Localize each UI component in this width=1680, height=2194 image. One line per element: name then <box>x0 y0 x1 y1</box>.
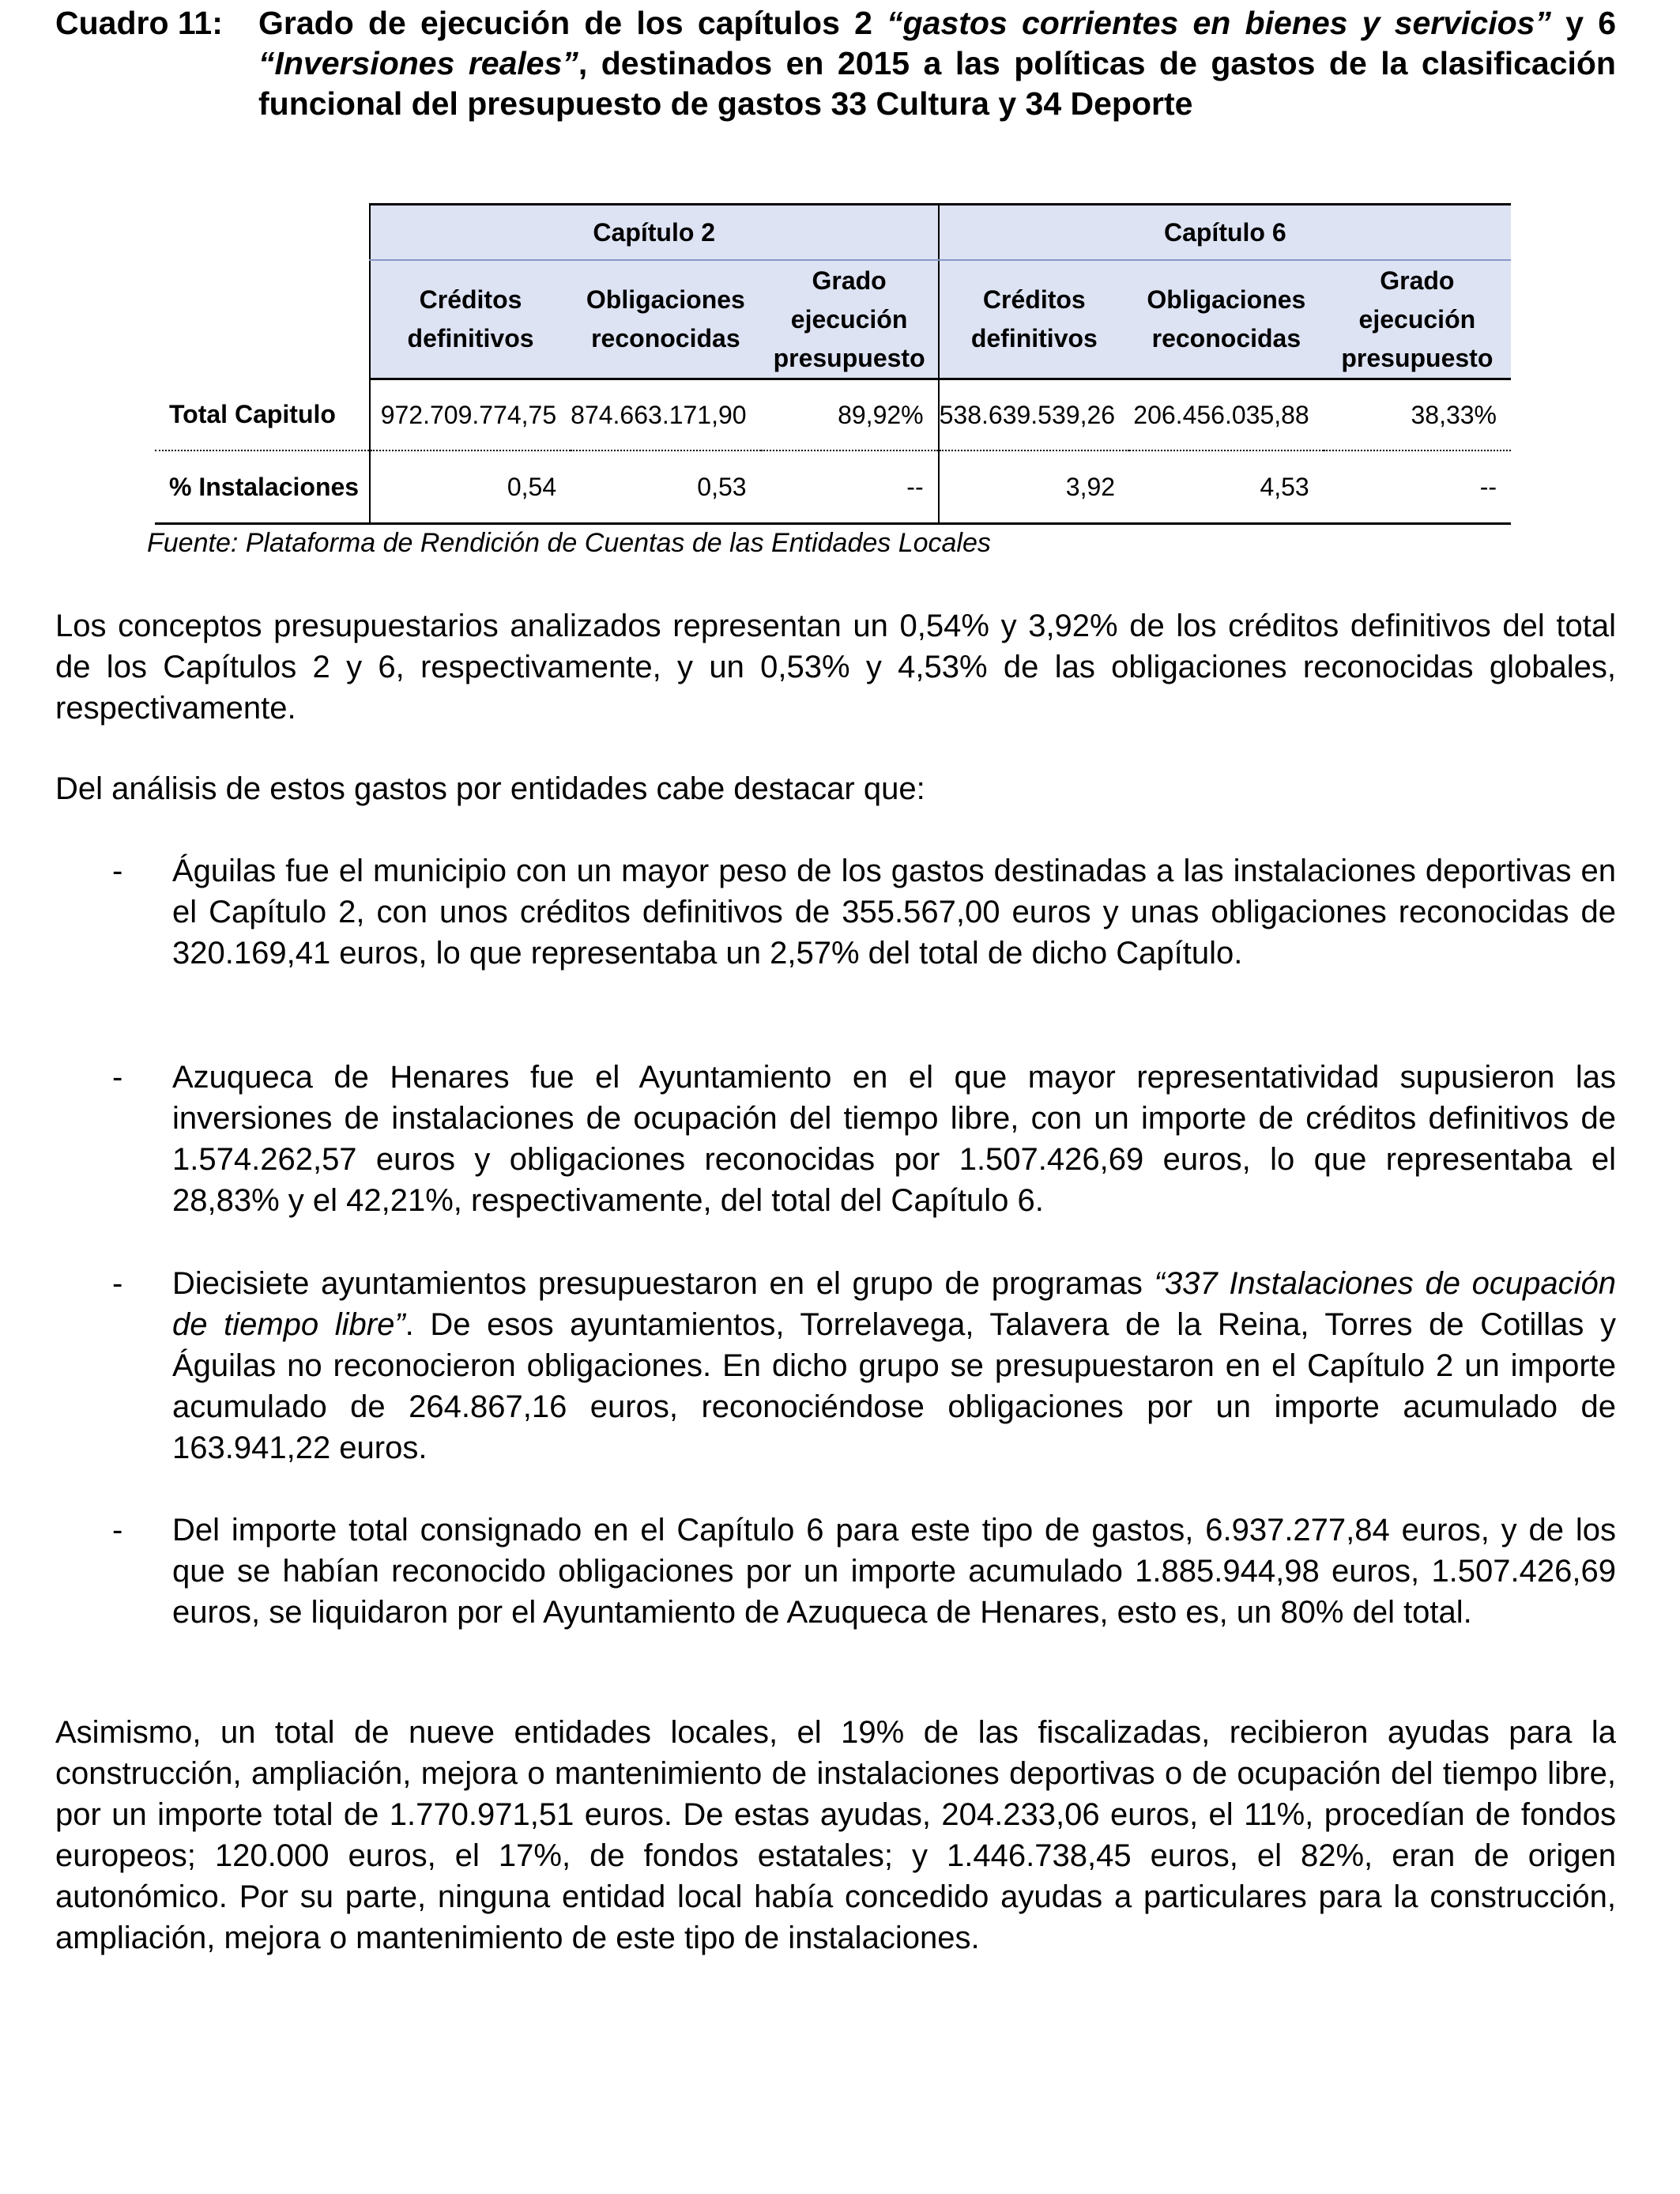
header-line: Créditos <box>419 285 522 314</box>
row-label: Total Capitulo <box>155 379 370 451</box>
caption-label: Cuadro 11: <box>55 5 223 41</box>
header-line: presupuesto <box>1341 343 1494 372</box>
header-line: definitivos <box>407 324 534 352</box>
header-line: Grado <box>1380 266 1455 295</box>
header-line: Grado <box>812 266 887 295</box>
list-item <box>55 1057 1616 1221</box>
caption-italic-part: “gastos corrientes en bienes y servicios” <box>887 5 1551 41</box>
bullet-dash: - <box>112 1513 123 1547</box>
header-line: ejecución <box>790 304 908 334</box>
header-line: presupuesto <box>773 343 925 372</box>
table-cell: 538.639.539,26 <box>939 379 1129 451</box>
group-header-capitulo-6: Capítulo 6 <box>939 205 1511 261</box>
table-row <box>155 450 1511 524</box>
list-item-text: Águilas fue el municipio con un mayor peso de los gastos destinadas a las instalaciones deportivas en el Capítulo 2, con unos créditos definitivos de 355.567,00 euros y unas obligaciones reconocidas de 320.169,41 euros, lo que representaba un 2,57% del total de dicho Capítulo. <box>172 854 1616 971</box>
header-line: Obligaciones <box>586 285 745 314</box>
header-line: definitivos <box>970 324 1098 352</box>
list-item-text <box>172 1263 1616 1468</box>
table-cell: 4,53 <box>1129 450 1324 524</box>
bullet-dash: - <box>112 1060 123 1095</box>
table-source-note: Fuente: Plataforma de Rendición de Cuentas de las Entidades Locales <box>147 528 991 558</box>
sub-header-grado-cap6 <box>1324 260 1511 379</box>
sub-header-creditos-cap6 <box>939 260 1129 379</box>
list-item-italic-part: “337 Instalaciones de ocupación de tiempo libre” <box>172 1266 1617 1342</box>
table-group-header-row <box>155 205 1511 261</box>
list-item-text-part: . De esos ayuntamientos, Torrelavega, Talavera de la Reina, Torres de Cotillas y Águilas no reconocieron obligaciones. En dicho grupo se presupuestaron en el Capítulo 2 un importe acumulado de 264.867,16 euros, reconociéndose obligaciones por un importe acumulado de 163.941,22 euros. <box>172 1307 1616 1465</box>
caption-italic-part: “Inversiones reales” <box>258 45 578 81</box>
sub-header-grado-cap2 <box>761 260 939 379</box>
table-cell: 972.709.774,75 <box>370 379 571 451</box>
caption-title <box>258 3 1616 124</box>
list-item-text: Azuqueca de Henares fue el Ayuntamiento en el que mayor representatividad supusieron las inversiones de instalaciones de ocupación del tiempo libre, con un importe de créditos definitivos de 1.574.262,57 euros y obligaciones reconocidas por 1.507.426,69 euros, lo que representaba el 28,83% y el 42,21%, respectivamente, del total del Capítulo 6. <box>172 1060 1616 1218</box>
paragraph-lead: Del análisis de estos gastos por entidades cabe destacar que: <box>55 771 925 806</box>
caption-text-part: y 6 <box>1550 5 1617 41</box>
list-item <box>55 1263 1616 1468</box>
header-line: reconocidas <box>1151 324 1301 352</box>
paragraph-closing: Asimismo, un total de nueve entidades locales, el 19% de las fiscalizadas, recibieron ayudas para la construcción, ampliación, mejora o mantenimiento de instalaciones deportivas o de ocupación del tiempo libre, por un importe total de 1.770.971,51 euros. De estas ayudas, 204.233,06 euros, el 11%, procedían de fondos europeos; 120.000 euros, el 17%, de fondos estatales; y 1.446.738,45 euros, el 82%, eran de origen autonómico. Por su parte, ninguna entidad local había concedido ayudas a particulares para la construcción, ampliación, mejora o mantenimiento de este tipo de instalaciones. <box>55 1715 1616 1955</box>
group-header-capitulo-2: Capítulo 2 <box>370 205 939 261</box>
table-cell: 874.663.171,90 <box>571 379 760 451</box>
list-item-text-part: Diecisiete ayuntamientos presupuestaron en el grupo de programas <box>172 1266 1155 1301</box>
list-item <box>55 1510 1616 1633</box>
table-cell: 89,92% <box>761 379 939 451</box>
header-line: ejecución <box>1358 304 1476 334</box>
table-cell: -- <box>1324 450 1511 524</box>
bullet-dash: - <box>112 854 123 888</box>
caption-text-part: , destinados en 2015 a las políticas de gastos de la clasificación funcional del presupuesto de gastos 33 Cultura y 34 Deporte <box>258 45 1616 122</box>
table-caption <box>55 3 1616 124</box>
budget-table <box>155 203 1511 525</box>
sub-header-obligaciones-cap6 <box>1129 260 1324 379</box>
sub-header-obligaciones-cap2 <box>571 260 760 379</box>
header-line: Créditos <box>982 285 1086 314</box>
header-line: Obligaciones <box>1147 285 1306 314</box>
list-item <box>55 850 1616 974</box>
list-item-text: Del importe total consignado en el Capítulo 6 para este tipo de gastos, 6.937.277,84 euros, y de los que se habían reconocido obligaciones por un importe acumulado 1.885.944,98 euros, 1.507.426,69 euros, se liquidaron por el Ayuntamiento de Azuqueca de Henares, esto es, un 80% del total. <box>172 1513 1616 1630</box>
table-cell: 38,33% <box>1324 379 1511 451</box>
empty-corner-cell <box>155 205 370 379</box>
table-cell: 3,92 <box>939 450 1129 524</box>
table-row <box>155 379 1511 451</box>
caption-text-part: Grado de ejecución de los capítulos 2 <box>258 5 887 41</box>
table-cell: 0,54 <box>370 450 571 524</box>
sub-header-creditos-cap2 <box>370 260 571 379</box>
table-cell: 0,53 <box>571 450 760 524</box>
header-line: reconocidas <box>591 324 740 352</box>
row-label: % Instalaciones <box>155 450 370 524</box>
bullet-dash: - <box>112 1266 123 1301</box>
paragraph-intro: Los conceptos presupuestarios analizados representan un 0,54% y 3,92% de los créditos definitivos del total de los Capítulos 2 y 6, respectivamente, y un 0,53% y 4,53% de las obligaciones reconocidas globales, respectivamente. <box>55 609 1616 726</box>
table-cell: 206.456.035,88 <box>1129 379 1324 451</box>
table-cell: -- <box>761 450 939 524</box>
